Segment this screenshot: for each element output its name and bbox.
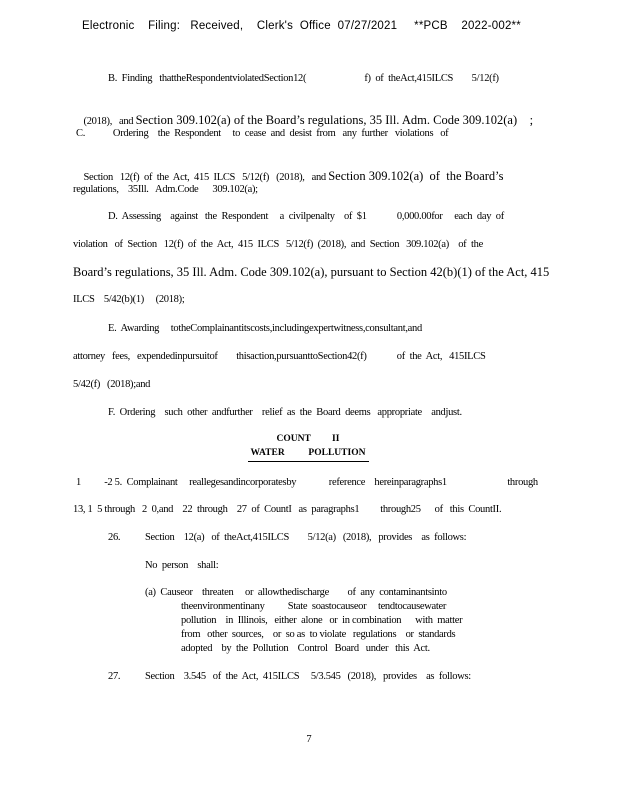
paragraph-c-line-2b: Section 309.102(a) of the Board’s bbox=[328, 169, 504, 183]
paragraph-26-number: 26. bbox=[108, 532, 121, 543]
statute-quote-line-2: theenvironmentinany State soastocauseor tendtocausewater bbox=[181, 601, 447, 612]
paragraph-b-line-2a: (2018), and bbox=[83, 116, 136, 127]
paragraph-f-line-1: F. Ordering such other andfurther relief as the Board deems appropriate andjust. bbox=[108, 407, 462, 418]
paragraph-b-line-1: B. Finding thattheRespondentviolatedSection12( f) of theAct,415ILCS 5/12(f) bbox=[108, 73, 499, 84]
electronic-filing-header: Electronic Filing: Received, Clerk's Office 07/27/2021 **PCB 2022-002** bbox=[82, 20, 521, 32]
count-subtitle: WATER POLLUTION bbox=[250, 448, 366, 458]
paragraph-26-no-person: No person shall: bbox=[145, 560, 219, 571]
paragraph-d-line-1: D. Assessing against the Respondent a civilpenalty of $1 0,000.00for each day of bbox=[108, 211, 504, 222]
paragraph-c-line-2a: Section 12(f) of the Act, 415 ILCS 5/12(f) (2018), and bbox=[83, 172, 329, 183]
paragraph-e-line-1: E. Awarding totheComplainantitscosts,includingexpertwitness,consultant,and bbox=[108, 323, 422, 334]
paragraph-27-number: 27. bbox=[108, 671, 121, 682]
count-title: COUNT II bbox=[276, 434, 340, 444]
paragraph-25-line-1: 1 -2 5. Complainant reallegesandincorporatesby reference hereinparagraphs1 through bbox=[76, 477, 538, 488]
paragraph-d-line-3: Board’s regulations, 35 Ill. Adm. Code 309.102(a), pursuant to Section 42(b)(1) of the Act, 415 bbox=[73, 265, 550, 279]
paragraph-d-line-2: violation of Section 12(f) of the Act, 415 ILCS 5/12(f) (2018), and Section 309.102(a) of the bbox=[73, 239, 483, 250]
page-number: 7 bbox=[306, 734, 312, 745]
paragraph-e-line-2: attorney fees, expendedinpursuitof thisaction,pursuanttoSection42(f) of the Act, 415ILCS bbox=[73, 351, 486, 362]
paragraph-c-line-3: regulations, 35Ill. Adm.Code 309.102(a); bbox=[73, 184, 258, 195]
statute-quote-line-5: adopted by the Pollution Control Board under this Act. bbox=[181, 643, 430, 654]
paragraph-b-line-2b: Section 309.102(a) of the Board’s regulations, 35 Ill. Adm. Code 309.102(a) ; bbox=[135, 113, 534, 127]
paragraph-d-line-4: ILCS 5/42(b)(1) (2018); bbox=[73, 294, 185, 305]
paragraph-27-text: Section 3.545 of the Act, 415ILCS 5/3.545 (2018), provides as follows: bbox=[145, 671, 471, 682]
paragraph-25-line-2: 13, 1 5 through 2 0,and 22 through 27 of CountI as paragraphs1 through25 of this CountII. bbox=[73, 504, 502, 515]
paragraph-26-text: Section 12(a) of theAct,415ILCS 5/12(a) (2018), provides as follows: bbox=[145, 532, 467, 543]
paragraph-c-line-1: C. Ordering the Respondent to cease and desist from any further violations of bbox=[76, 128, 449, 139]
count-subtitle-underline bbox=[248, 461, 369, 462]
statute-quote-line-4: from other sources, or so as to violate regulations or standards bbox=[181, 629, 456, 640]
paragraph-e-line-3: 5/42(f) (2018);and bbox=[73, 379, 151, 390]
statute-quote-line-1: (a) Causeor threaten or allowthedischarge of any contaminantsinto bbox=[145, 587, 447, 598]
statute-quote-line-3: pollution in Illinois, either alone or in combination with matter bbox=[181, 615, 463, 626]
